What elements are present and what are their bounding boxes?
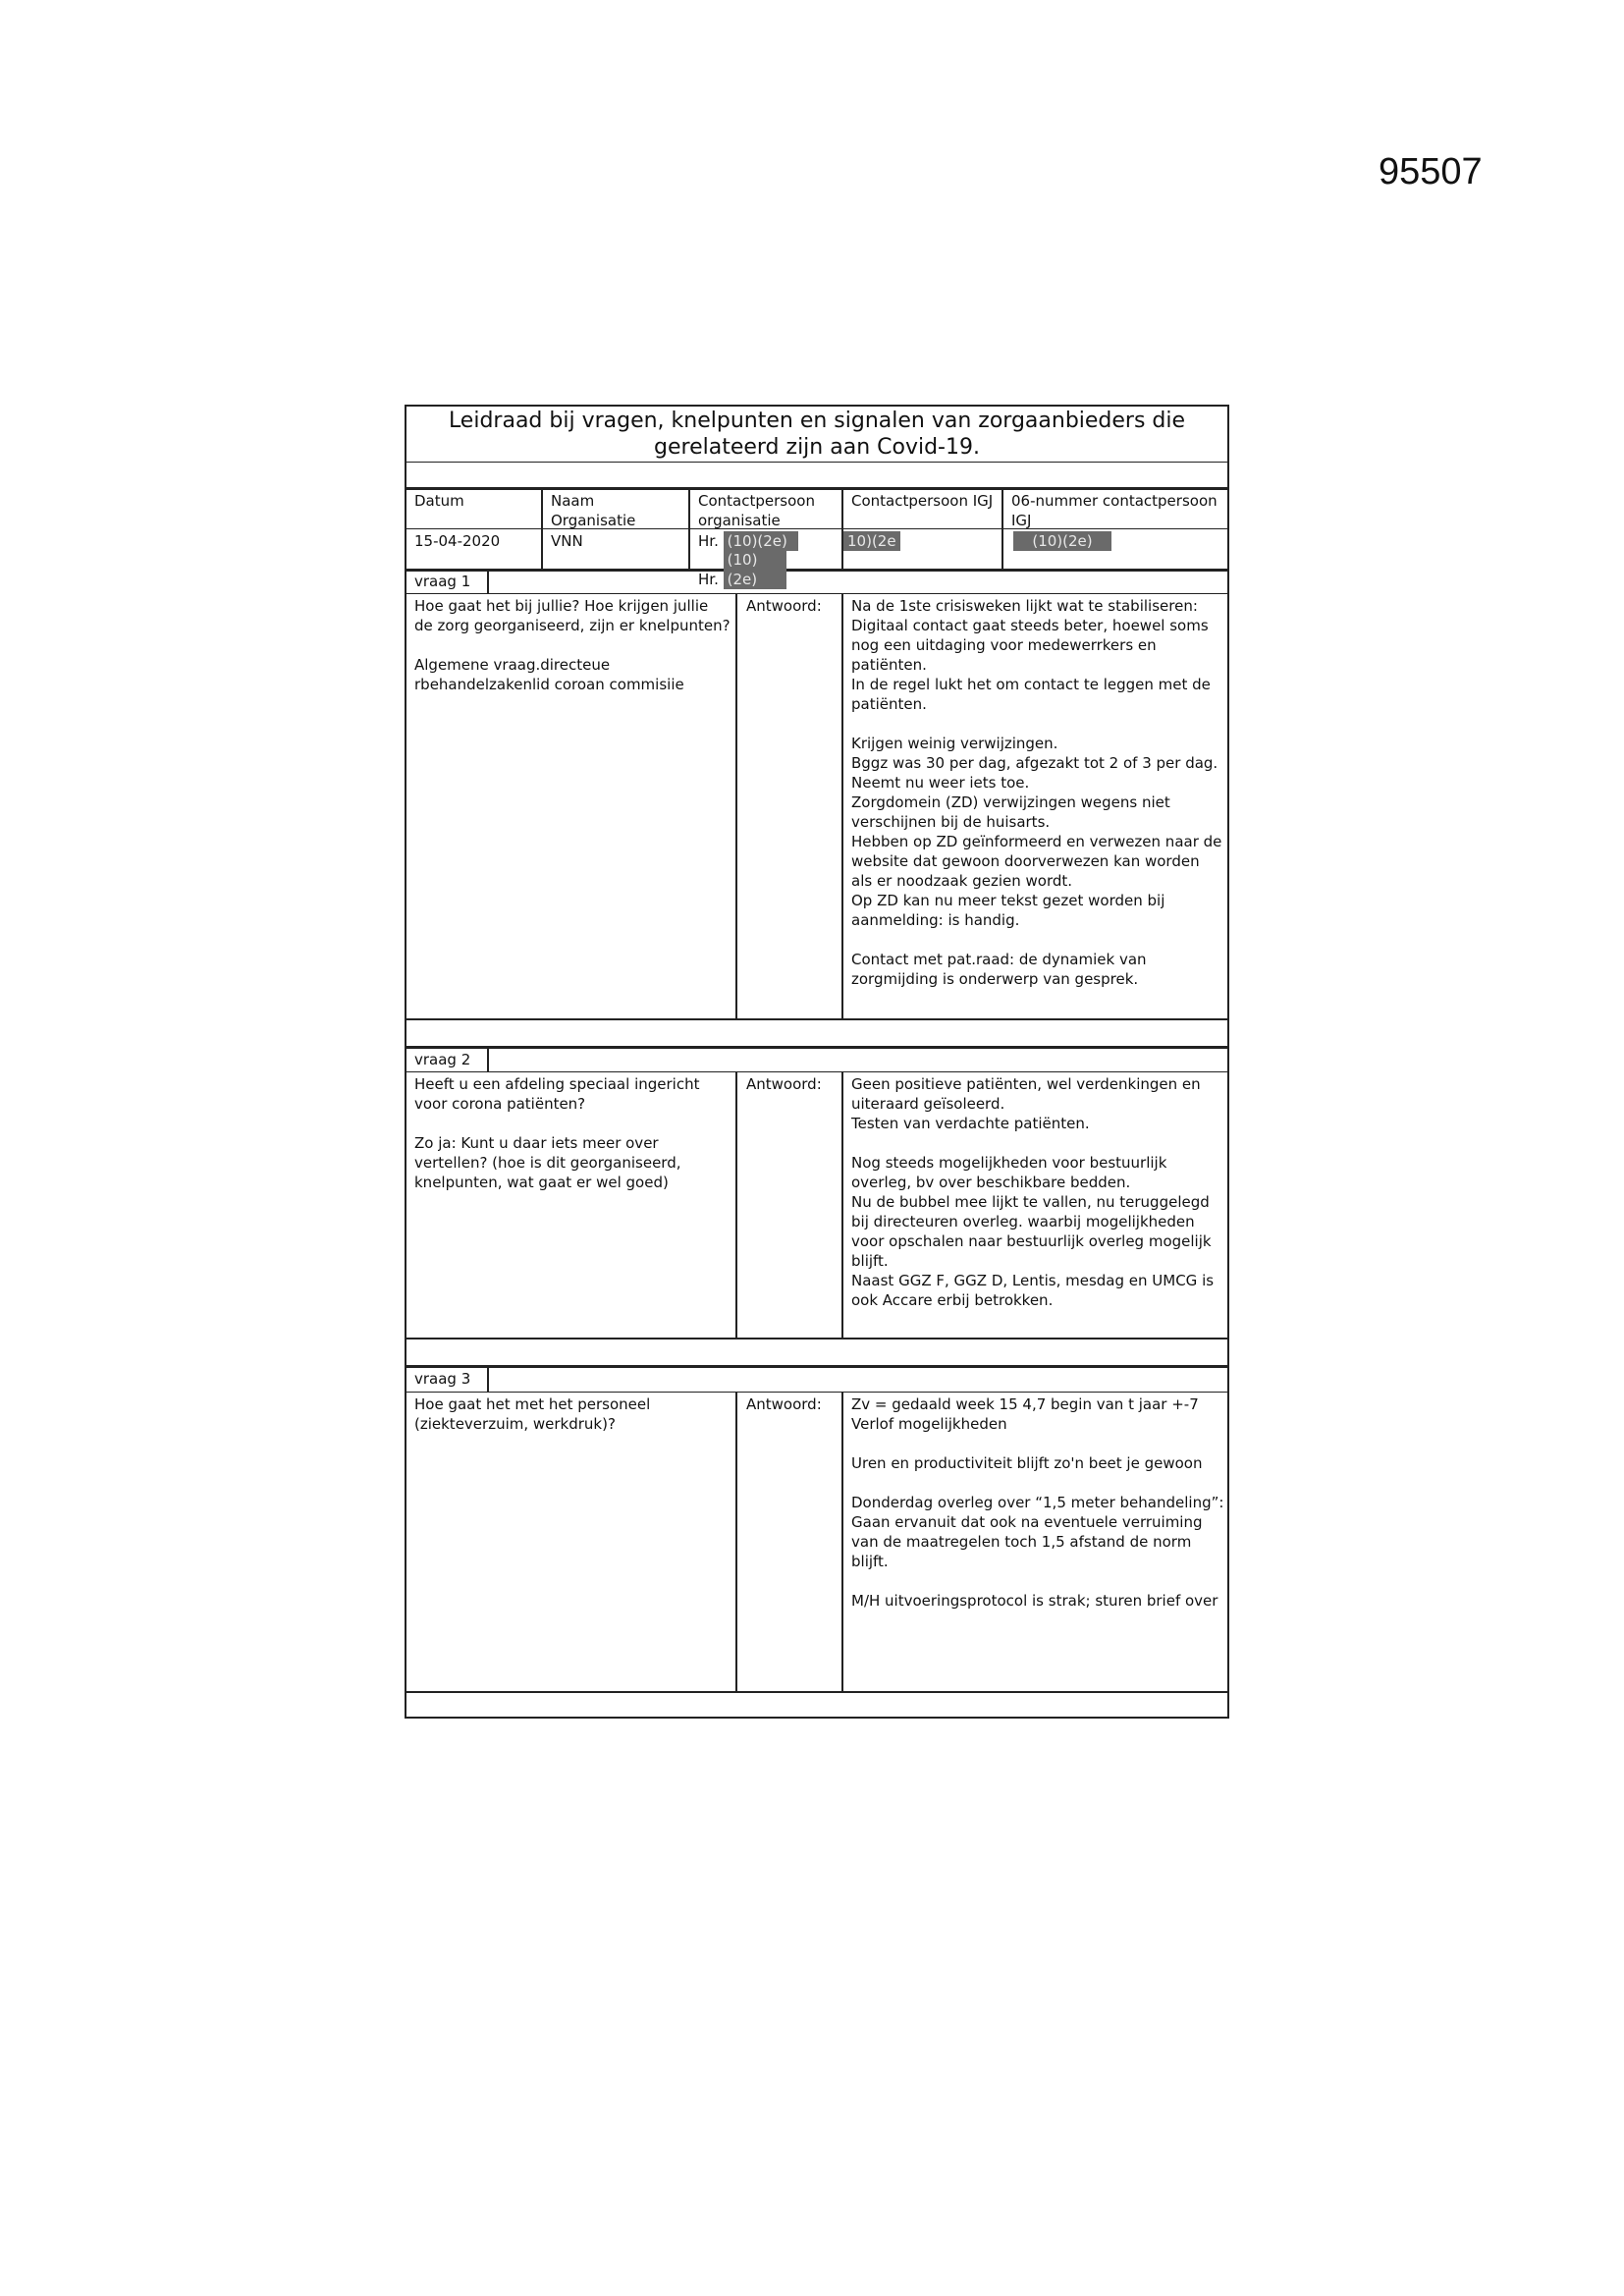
contact-igj-value [843,531,900,551]
document-number: 95507 [1379,151,1483,192]
redaction-3: 10)(2e [843,531,900,551]
organisatie-value: VNN [551,532,583,550]
form-table [405,405,1229,1719]
header-contactpersoon-organisatie: Contactpersoon organisatie [698,492,815,529]
header-datum: Datum [414,492,464,510]
redaction-1: (10)(2e) [724,531,798,551]
vraag-3-label: vraag 3 [414,1370,471,1388]
vraag-1-antwoord-label: Antwoord: [746,597,822,615]
vraag-3-question: Hoe gaat het met het personeel (ziekteverzuim, werkdruk)? [414,1395,651,1433]
vraag-2-question: Heeft u een afdeling speciaal ingericht voor corona patiënten? Zo ja: Kunt u daar iets meer over vertellen? (hoe is dit georganiseerd, knelpunten, wat gaat er wel goed) [414,1075,700,1191]
vraag-2-label: vraag 2 [414,1051,471,1068]
datum-value: 15-04-2020 [414,532,501,550]
redaction-4: (10)(2e) [1013,531,1111,551]
vraag-3-answer: Zv = gedaald week 15 4,7 begin van t jaar +-7 Verlof mogelijkheden Uren en productiviteit blijft zo'n beet je gewoon Donderdag overleg over “1,5 meter behandeling”: Gaan ervanuit dat ook na eventuele verruiming van de maatregelen toch 1,5 afstand de norm blijft. M/H uitvoeringsprotocol is strak; sturen brief over [851,1395,1224,1610]
form-title: Leidraad bij vragen, knelpunten en signalen van zorgaanbieders die gerelateerd zijn aan Covid-19. [448,409,1186,460]
vraag-1-question: Hoe gaat het bij jullie? Hoe krijgen jullie de zorg georganiseerd, zijn er knelpunten? Algemene vraag.directeue rbehandelzakenlid coroan commisiie [414,597,731,693]
contact-org-line-2 [698,550,786,589]
header-06-nummer: 06-nummer contactpersoon IGJ [1011,492,1218,529]
redaction-2: (10)(2e) [724,550,786,589]
header-naam-organisatie: Naam Organisatie [551,492,636,529]
vraag-2-antwoord-label: Antwoord: [746,1075,822,1093]
hr-label-1: Hr. [698,532,719,550]
vraag-3-antwoord-label: Antwoord: [746,1395,822,1413]
vraag-1-label: vraag 1 [414,573,471,590]
hr-label-2: Hr. [698,571,719,588]
vraag-1-answer: Na de 1ste crisisweken lijkt wat te stabiliseren: Digitaal contact gaat steeds beter, hoewel soms nog een uitdaging voor medewerrkers en patiënten. In de regel lukt het om contact te leggen met de patiënten. Krijgen weinig verwijzingen. Bggz was 30 per dag, afgezakt tot 2 of 3 per dag. Neemt nu weer iets toe. Zorgdomein (ZD) verwijzingen wegens niet verschijnen bij de huisarts. Hebben op ZD geïnformeerd en verwezen naar de website dat gewoon doorverwezen kan worden als er noodzaak gezien wordt. Op ZD kan nu meer tekst gezet worden bij aanmelding: is handig. Contact met pat.raad: de dynamiek van zorgmijding is onderwerp van gesprek. [851,597,1222,988]
phone-igj-value [1013,531,1111,551]
vraag-2-answer: Geen positieve patiënten, wel verdenkingen en uiteraard geïsoleerd. Testen van verdachte patiënten. Nog steeds mogelijkheden voor bestuurlijk overleg, bv over beschikbare bedden. Nu de bubbel mee lijkt te vallen, nu teruggelegd bij directeuren overleg. waarbij mogelijkheden voor opschalen naar bestuurlijk overleg mogelijk blijft. Naast GGZ F, GGZ D, Lentis, mesdag en UMCG is ook Accare erbij betrokken. [851,1075,1215,1309]
header-contactpersoon-igj: Contactpersoon IGJ [851,492,994,510]
contact-org-line-1 [698,531,798,551]
